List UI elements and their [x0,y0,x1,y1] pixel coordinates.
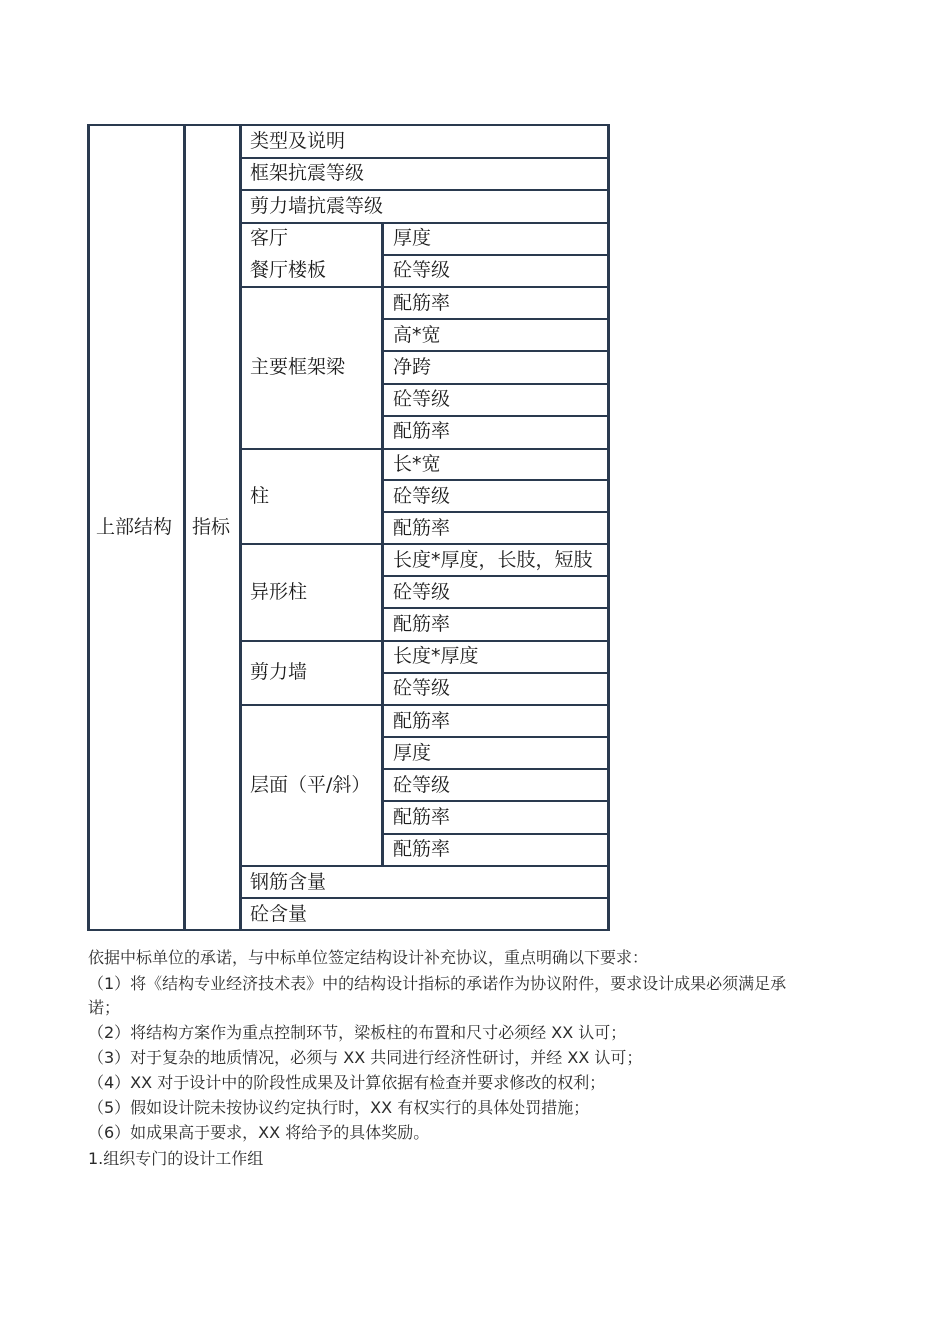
row-frame-seismic-grade: 框架抗震等级 [250,162,365,184]
table-divider-col2 [239,124,242,931]
special-column-label: 异形柱 [250,581,308,603]
row-line [239,157,610,159]
table-border-right [607,124,610,931]
index-label: 指标 [192,516,231,538]
subrow-line [381,415,610,417]
slab-label-line2: 餐厅楼板 [250,259,327,281]
row-line [239,865,610,867]
beam-item: 高*宽 [393,324,441,346]
row-line [239,189,610,191]
intro-paragraph: 依据中标单位的承诺，与中标单位签定结构设计补充协议，重点明确以下要求： [88,948,649,967]
roof-label: 层面（平/斜） [250,774,371,796]
subrow-line [381,350,610,352]
table-border-top [87,124,610,126]
row-line [239,286,610,288]
subrow-line [381,607,610,609]
category-label: 上部结构 [96,516,173,538]
column-item: 配筋率 [393,517,451,539]
row-concrete-content: 砼含量 [250,903,308,925]
beam-item: 配筋率 [393,420,451,442]
roof-item: 砼等级 [393,774,451,796]
shear-wall-item: 长度*厚度 [393,645,479,667]
row-line [239,222,610,224]
subrow-line [381,800,610,802]
row-type-description: 类型及说明 [250,130,346,152]
roof-item: 配筋率 [393,838,451,860]
requirement-3: （3）对于复杂的地质情况，必须与 XX 共同进行经济性研讨，并经 XX 认可； [88,1048,643,1067]
roof-item: 厚度 [393,742,432,764]
subrow-line [381,511,610,513]
subrow-line [381,254,610,256]
special-column-item: 配筋率 [393,613,451,635]
beam-item: 砼等级 [393,388,451,410]
row-line [239,897,610,899]
subrow-line [381,575,610,577]
column-item: 长*宽 [393,453,441,475]
slab-label-line1: 客厅 [250,227,289,249]
row-steel-content: 钢筋含量 [250,871,327,893]
subrow-line [381,318,610,320]
row-line [239,640,610,642]
row-line [239,704,610,706]
requirement-4: （4）XX 对于设计中的阶段性成果及计算依据有检查并要求修改的权利； [88,1073,606,1092]
requirement-2: （2）将结构方案作为重点控制环节，梁板柱的布置和尺寸必须经 XX 认可； [88,1023,627,1042]
subrow-line [381,768,610,770]
subrow-line [381,672,610,674]
section-heading: 1.组织专门的设计工作组 [88,1149,264,1168]
slab-item-thickness: 厚度 [393,227,432,249]
shear-wall-label: 剪力墙 [250,661,308,683]
roof-item: 配筋率 [393,710,451,732]
subrow-line [381,736,610,738]
requirement-5: （5）假如设计院未按协议约定执行时，XX 有权实行的具体处罚措施； [88,1098,590,1117]
beam-item: 净跨 [393,356,432,378]
table-divider-col1 [183,124,186,931]
table-border-left [87,124,90,931]
beam-item: 配筋率 [393,292,451,314]
subrow-line [381,383,610,385]
column-label: 柱 [250,485,270,507]
requirement-6: （6）如成果高于要求，XX 将给予的具体奖励。 [88,1123,430,1142]
row-line [239,543,610,545]
subrow-line [381,833,610,835]
subrow-line [381,479,610,481]
roof-item: 配筋率 [393,806,451,828]
slab-item-concrete: 砼等级 [393,259,451,281]
requirement-1-line1: （1）将《结构专业经济技术表》中的结构设计指标的承诺作为协议附件，要求设计成果必须满足承 [88,974,787,993]
shear-wall-item: 砼等级 [393,677,451,699]
row-line [239,448,610,450]
row-shearwall-seismic-grade: 剪力墙抗震等级 [250,195,384,217]
column-item: 砼等级 [393,485,451,507]
special-column-item: 长度*厚度，长肢，短肢 [393,549,593,571]
beam-label: 主要框架梁 [250,356,346,378]
table-border-bottom [87,929,610,931]
requirement-1-line2: 诺； [88,998,121,1017]
special-column-item: 砼等级 [393,581,451,603]
